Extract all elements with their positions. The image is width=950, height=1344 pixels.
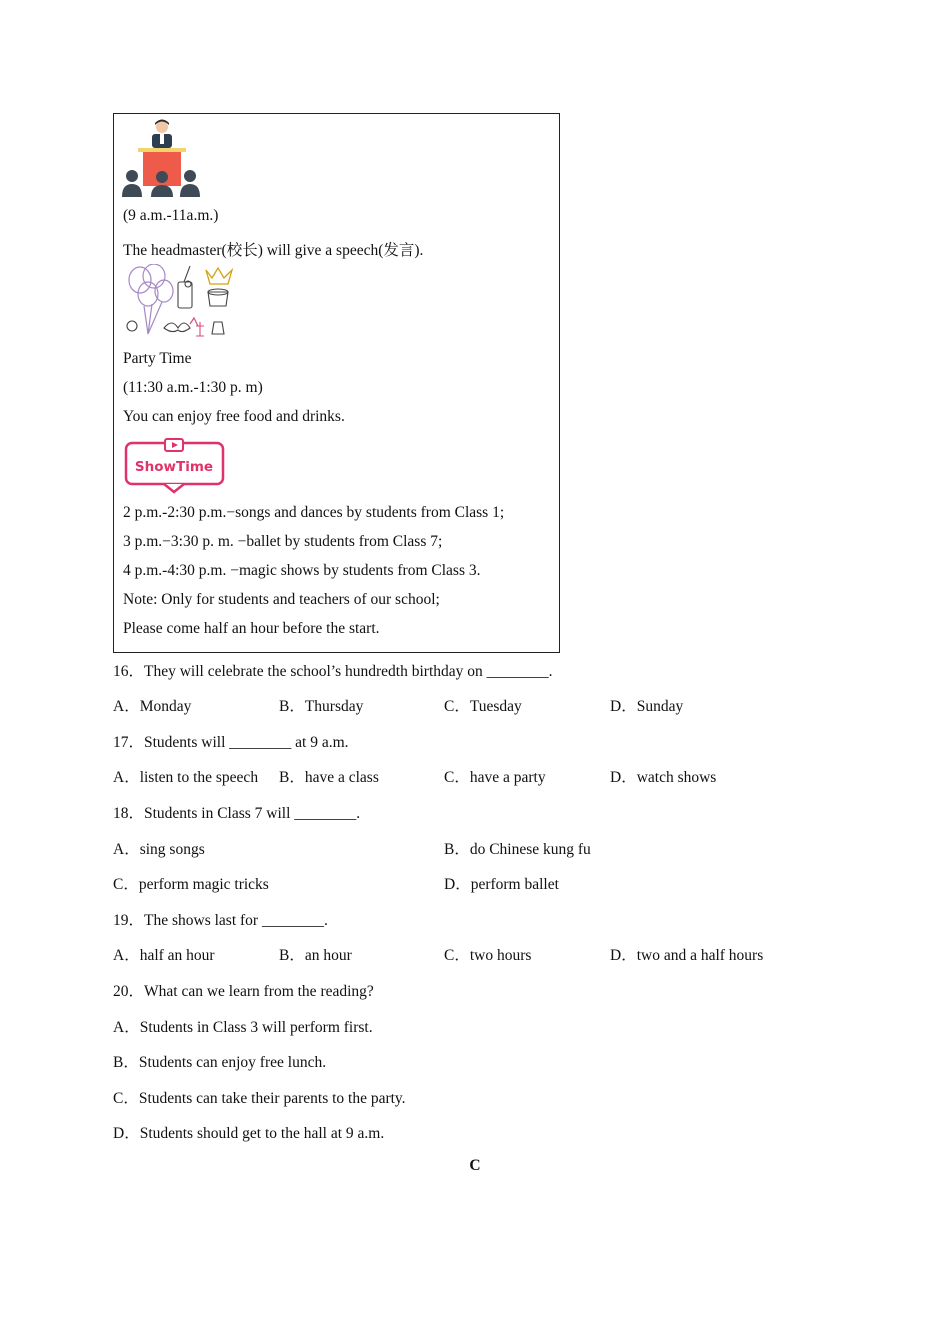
- party-title: Party Time: [123, 350, 192, 367]
- q18-option-d[interactable]: D．perform ballet: [444, 876, 559, 893]
- q17-option-d[interactable]: D．watch shows: [610, 769, 717, 786]
- party-balloons-icon: [124, 264, 236, 338]
- q19-option-a[interactable]: A．half an hour: [113, 947, 215, 964]
- podium-speaker-icon: [122, 119, 202, 197]
- section-heading-c: C: [469, 1157, 481, 1174]
- q19-option-d[interactable]: D．two and a half hours: [610, 947, 764, 964]
- q18-option-c[interactable]: C．perform magic tricks: [113, 876, 269, 893]
- party-text: You can enjoy free food and drinks.: [123, 408, 345, 425]
- question-20: 20．What can we learn from the reading?: [113, 983, 374, 1000]
- speech-text: The headmaster(校长) will give a speech(发言).: [123, 242, 424, 259]
- show-line-2: 3 p.m.−3:30 p. m. −ballet by students from Class 7;: [123, 533, 443, 550]
- q17-option-b[interactable]: B．have a class: [279, 769, 379, 786]
- q20-option-c[interactable]: C．Students can take their parents to the party.: [113, 1090, 406, 1107]
- party-time: (11:30 a.m.-1:30 p. m): [123, 379, 263, 396]
- q20-option-a[interactable]: A．Students in Class 3 will perform first.: [113, 1019, 373, 1036]
- speech-time: (9 a.m.-11a.m.): [123, 207, 219, 224]
- show-line-3: 4 p.m.-4:30 p.m. −magic shows by students from Class 3.: [123, 562, 481, 579]
- question-18: 18．Students in Class 7 will ________.: [113, 805, 361, 822]
- q16-option-a[interactable]: A．Monday: [113, 698, 192, 715]
- q17-option-a[interactable]: A．listen to the speech: [113, 769, 259, 786]
- question-19: 19．The shows last for ________.: [113, 912, 328, 929]
- q18-option-b[interactable]: B．do Chinese kung fu: [444, 841, 591, 858]
- q19-option-b[interactable]: B．an hour: [279, 947, 352, 964]
- q16-option-c[interactable]: C．Tuesday: [444, 698, 522, 715]
- showtime-sign-icon: [124, 436, 225, 494]
- q19-option-c[interactable]: C．two hours: [444, 947, 532, 964]
- note-line-2: Please come half an hour before the start.: [123, 620, 380, 637]
- show-line-1: 2 p.m.-2:30 p.m.−songs and dances by students from Class 1;: [123, 504, 505, 521]
- q17-option-c[interactable]: C．have a party: [444, 769, 546, 786]
- showtime-logo-text: ShowTime: [134, 459, 214, 475]
- note-line-1: Note: Only for students and teachers of our school;: [123, 591, 440, 608]
- q20-option-b[interactable]: B．Students can enjoy free lunch.: [113, 1054, 327, 1071]
- q16-option-b[interactable]: B．Thursday: [279, 698, 364, 715]
- question-16: 16．They will celebrate the school’s hundredth birthday on ________.: [113, 663, 553, 680]
- question-17: 17．Students will ________ at 9 a.m.: [113, 734, 349, 751]
- q18-option-a[interactable]: A．sing songs: [113, 841, 205, 858]
- q20-option-d[interactable]: D．Students should get to the hall at 9 a.m.: [113, 1125, 385, 1142]
- q16-option-d[interactable]: D．Sunday: [610, 698, 684, 715]
